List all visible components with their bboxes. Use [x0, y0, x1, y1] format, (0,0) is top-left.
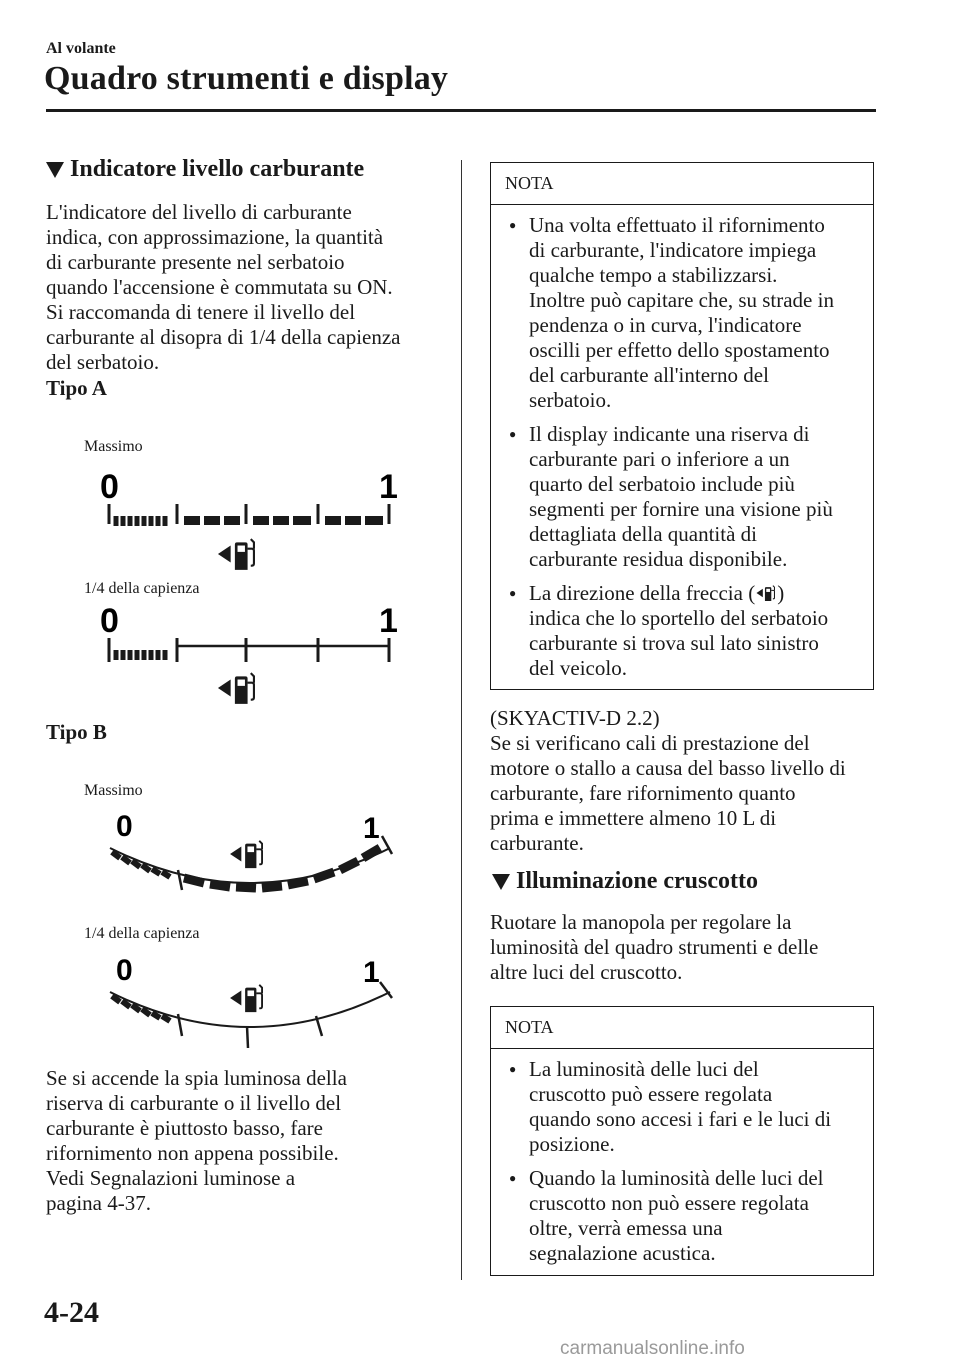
type-b-label: Tipo B: [46, 720, 107, 744]
note-title: NOTA: [491, 1007, 873, 1049]
section-label: Al volante: [46, 40, 116, 57]
triangle-bullet-icon: [492, 874, 510, 890]
fuel-pump-icon: [230, 841, 262, 868]
watermark: carmanualsonline.info: [560, 1338, 745, 1359]
note-item: ● Una volta effettuato il rifornimento di carburante, l'indicatore impiega qualche tempo a stabilizzarsi. Inoltre può capitare che, su strade in pendenza o in curva, l'indicatore oscilli per effetto dello spostamento del carburante all'interno del serbatoio.: [509, 213, 857, 413]
note-item: ● La luminosità delle luci del cruscotto può essere regolata quando sono accesi i fari e le luci di posizione.: [509, 1057, 857, 1157]
type-a-quarter-label: 1/4 della capienza: [84, 580, 200, 597]
note-list: [491, 205, 873, 700]
section-heading-fuel-gauge-text: Indicatore livello carburante: [70, 156, 365, 182]
note-box-illumination: [490, 1006, 874, 1276]
gauge-min-label: 0: [100, 468, 119, 506]
low-fuel-text: Se si accende la spia luminosa della riserva di carburante o il livello del carburante è piuttosto basso, fare rifornimento non appena possibile. Vedi Segnalazioni luminose a pagina 4-37.: [46, 1066, 347, 1215]
type-b-quarter-label: 1/4 della capienza: [84, 925, 200, 942]
note-item: ● Il display indicante una riserva di carburante pari o inferiore a un quarto del serbatoio include più segmenti per fornire una visione più dettagliata della quantità di carburante residua disponibile.: [509, 422, 857, 572]
note-item: [509, 581, 857, 681]
type-b-full-label: Massimo: [84, 782, 143, 799]
gauge-min-label: 0: [116, 810, 133, 843]
fuel-pump-icon: [755, 584, 777, 602]
fuel-gauge-intro: L'indicatore del livello di carburante indica, con approssimazione, la quantità di carburante presente nel serbatoio quando l'accensione è commutata su ON. Si raccomanda di tenere il livello del carburante al disopra di 1/4 della capienza del serbatoio.: [46, 200, 401, 374]
note-title: NOTA: [491, 163, 873, 205]
type-a-full-label: Massimo: [84, 438, 143, 455]
note-item-lead: La direzione della freccia (: [529, 581, 756, 605]
note-box-fuel: [490, 162, 874, 690]
fuel-pump-icon: [218, 673, 254, 704]
gauge-max-label: 1: [363, 956, 380, 989]
fuel-pump-icon: [218, 539, 254, 570]
title-rule: [46, 109, 876, 112]
gauge-min-label: 0: [116, 954, 133, 987]
gauge-max-label: 1: [363, 812, 380, 845]
gauge-max-label: 1: [379, 602, 398, 640]
note-item: ● Quando la luminosità delle luci del cruscotto non può essere regolata oltre, verrà emessa una segnalazione acustica.: [509, 1166, 857, 1266]
type-a-gauge-full: [96, 466, 406, 572]
gauge-min-label: 0: [100, 602, 119, 640]
column-divider: [461, 160, 462, 1280]
note-item-rest: indica che lo sportello del serbatoio carburante si trova sul lato sinistro del veicolo.: [529, 606, 829, 680]
type-a-label: Tipo A: [46, 376, 107, 400]
skyactiv-text: (SKYACTIV-D 2.2) Se si verificano cali di prestazione del motore o stallo a causa del basso livello di carburante, fare rifornimento quanto prima e immettere almeno 10 L di carburante.: [490, 706, 846, 855]
illumination-text: Ruotare la manopola per regolare la luminosità del quadro strumenti e delle altre luci del cruscotto.: [490, 910, 819, 984]
section-heading-illumination: [492, 868, 758, 895]
section-heading-illumination-text: Illuminazione cruscotto: [516, 868, 758, 894]
type-a-gauge-quarter: [96, 600, 406, 706]
triangle-bullet-icon: [46, 162, 64, 178]
fuel-pump-icon: [230, 985, 262, 1012]
page-number: 4-24: [44, 1296, 99, 1329]
page-title: Quadro strumenti e display: [44, 60, 449, 97]
note-list: [491, 1049, 873, 1285]
section-heading-fuel-gauge: [46, 156, 364, 183]
note-item-close: ): [777, 581, 785, 605]
type-b-gauge-quarter: [100, 950, 400, 1050]
type-b-gauge-full: [100, 806, 400, 906]
gauge-max-label: 1: [379, 468, 398, 506]
